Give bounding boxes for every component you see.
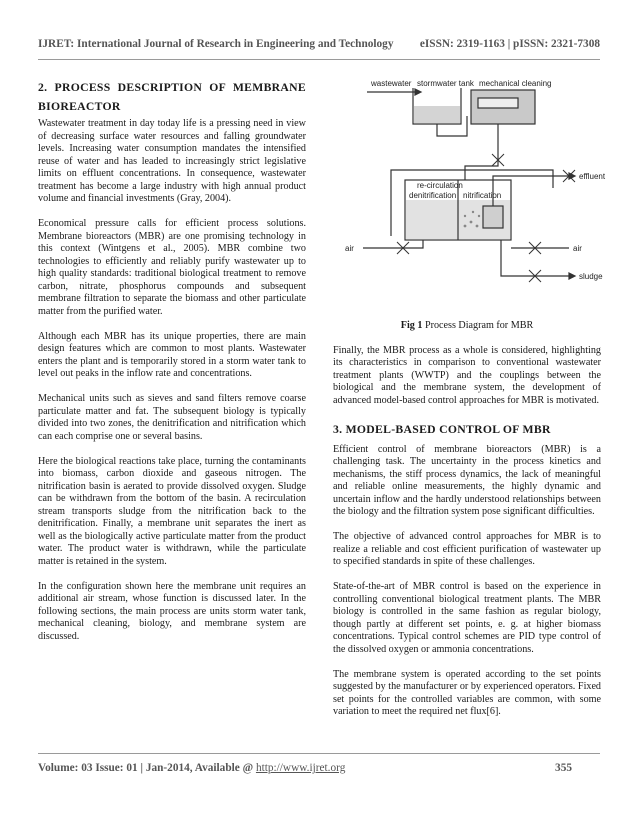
label-nitrification: nitrification: [463, 191, 502, 200]
label-mechanical-cleaning: mechanical cleaning: [479, 79, 552, 88]
left-column: [38, 78, 306, 656]
paragraph: State-of-the-art of MBR control is based on the experience in controlling conventional biological treatment plants. The MBR biology is controlled in the same fashion as regular biology, though partly at different set points, e. g. at higher biomass concentrations. Typical control schemes are PID type control of the dissolved oxygen or ammonia concentrations.: [333, 581, 601, 655]
label-air-right: air: [573, 244, 582, 253]
diagram-svg: [333, 76, 606, 306]
effluent-arrow: [569, 173, 575, 179]
header-divider: [38, 59, 600, 60]
paragraph: Mechanical units such as sieves and sand filters remove coarse particulate matter and fat. The subsequent biology is typically divided into two zones, the denitrification and nitrification which can each comprise one or several basins.: [38, 393, 306, 442]
paragraph: Here the biological reactions take place, turning the contaminants into biomass, carbon dioxide and gaseous nitrogen. The nitrification basin is aerated to provide dissolved oxygen. Sludge can be withdrawn from the bottom of the basin. A recirculation stream transports sludge from the nitrification back to the denitrification. Finally, a membrane unit separates the inert as well as the biologically active particulate matter from the product water. The product water is withdrawn, while the particulate matter is retained in the system.: [38, 455, 306, 567]
section-heading-3: 3. MODEL-BASED CONTROL OF MBR: [333, 422, 551, 436]
page-header: [38, 38, 600, 50]
figure-caption: [333, 320, 601, 333]
sludge-arrow: [569, 273, 575, 279]
feed-pipe: [465, 124, 498, 180]
volume-info: Volume: 03 Issue: 01 | Jan-2014, Available @: [38, 762, 256, 774]
caption-label: Fig 1: [400, 320, 423, 331]
label-air-left: air: [345, 244, 354, 253]
section-heading-2: 2. PROCESS DESCRIPTION OF MEMBRANE: [38, 81, 306, 94]
journal-link[interactable]: http://www.ijret.org: [255, 762, 346, 774]
screen-shape: [478, 98, 518, 108]
page-number: 355: [555, 762, 572, 774]
page-footer: [38, 762, 600, 774]
paragraph: The membrane system is operated according to the set points suggested by the manufacturer or by experienced operators. Fixed set points for the controlled variables are common, with some variation to meet the required net flux[6].: [333, 668, 601, 717]
label-sludge: sludge: [579, 272, 603, 281]
footer-divider: [38, 753, 600, 754]
caption-text: Process Diagram for MBR: [422, 320, 534, 331]
paragraph: The objective of advanced control approaches for MBR is to realize a reliable and cost efficient purification of wastewater up to specified standards in spite of these challenges.: [333, 531, 601, 567]
section-heading-2-cont: BIOREACTOR: [38, 100, 121, 113]
label-denitrification: denitrification: [409, 191, 457, 200]
tank-water: [414, 106, 460, 123]
paragraph: Although each MBR has its unique properties, there are main design features which are common to most plants. Wastewater enters the plant and is temporarily stored in a storm water tank to level out peaks in the inflow rate and concentrations.: [38, 330, 306, 379]
mbr-process-diagram: [333, 76, 606, 306]
label-effluent: effluent: [579, 172, 606, 181]
paragraph: In the configuration shown here the membrane unit requires an additional air stream, whose function is discussed later. In the following sections, the main process are units storm water tank, mechanical cleaning, biology, and membrane system are discussed.: [38, 580, 306, 642]
paragraph: Finally, the MBR process as a whole is considered, highlighting its characteristics in comparison to conventional wastewater treatment plants (WWTP) and the couplings between the biological and the membrane system, the development of advanced model-based control approaches for MBR is motivated.: [333, 344, 601, 406]
label-wastewater: wastewater: [371, 79, 412, 88]
inflow-arrow: [415, 89, 421, 95]
label-stormwater-tank: stormwater tank: [417, 79, 474, 88]
label-recirculation: re-circulation: [417, 181, 463, 190]
paragraph: Efficient control of membrane bioreactors (MBR) is a challenging task. The uncertainty in the process kinetics and mechanisms, the stiff process dynamics, the lack of meaningful and reliable online measurements, the highly dynamic and uncertain inflow and the hardly understood relationships between the biology and the filtration system pose significant difficulties.: [333, 443, 601, 517]
paragraph: Economical pressure calls for efficient process solutions. Membrane bioreactors (MBR) are one promising technology in this context (Wintgens et al., 2005). MBR combine two technologies to efficiently and reliably purify wastewater up to high quality standards: traditional biological treatment to remove carbon, nitrate, phosphorus compounds and subsequent membrane filtration to separate the biomass and other particulate matter from the purified water.: [38, 218, 306, 317]
journal-title: IJRET: International Journal of Research in Engineering and Technology: [38, 38, 394, 50]
issn-text: eISSN: 2319-1163 | pISSN: 2321-7308: [419, 38, 600, 50]
air-left-pipe: [363, 240, 423, 248]
sludge-pipe: [501, 240, 569, 276]
membrane-module-shape: [483, 206, 503, 228]
right-column: [333, 76, 606, 731]
paragraph: Wastewater treatment in day today life is a pressing need in view of decreasing surface water resources and falling groundwater levels. Increasing water consumption mandates the intensified reuse of water and has leaded to increasingly strict legislative limits on effluent concentrations. In consequence, wastewater treatment has become a large industry with high annual product volume and financial investments (Gray, 2004).: [38, 118, 306, 204]
